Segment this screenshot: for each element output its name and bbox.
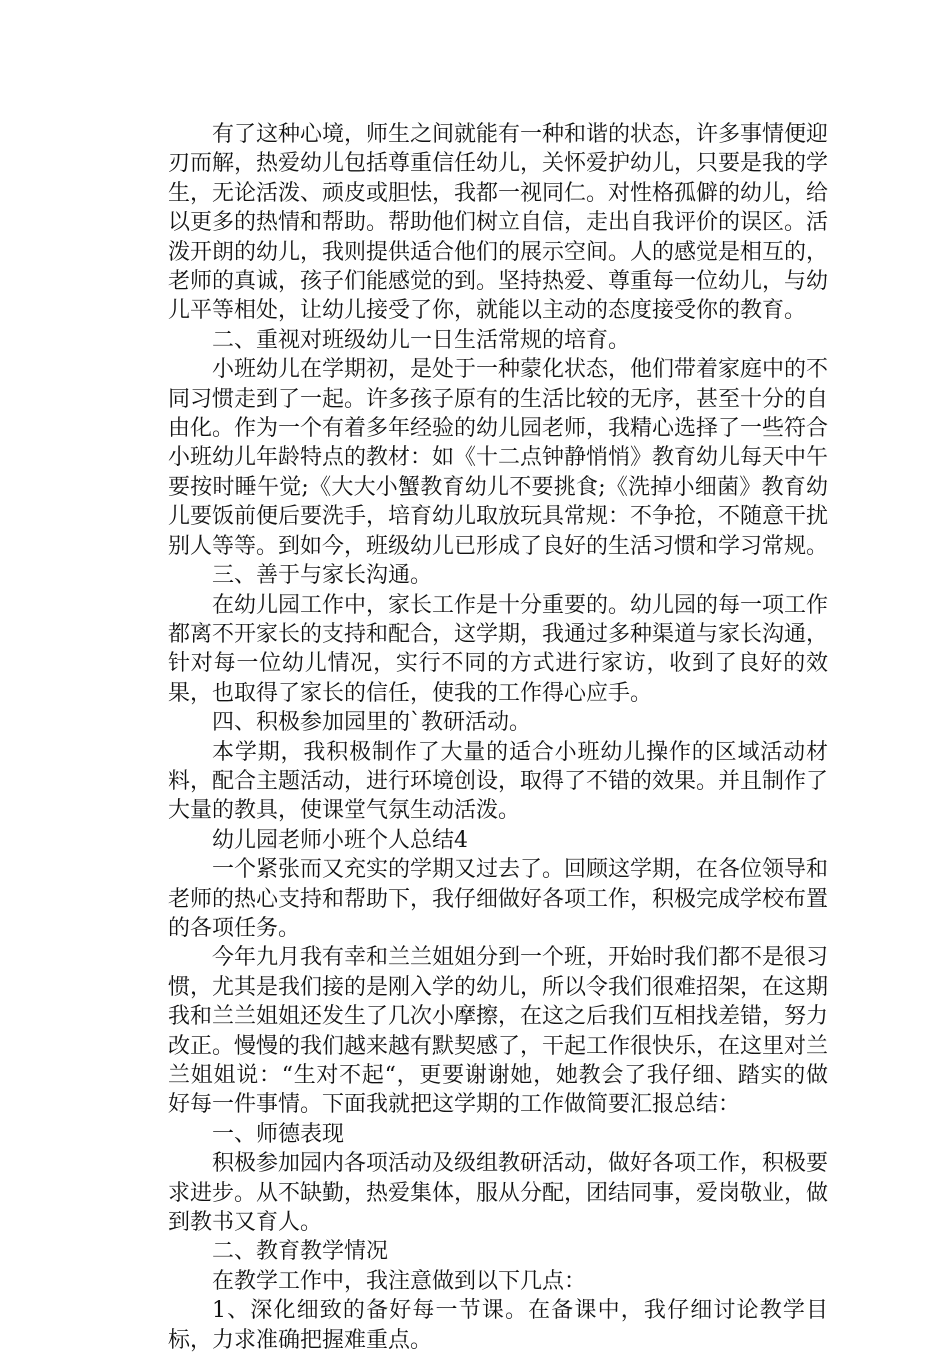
paragraph-intro-attitude: 有了这种心境，师生之间就能有一种和谐的状态，许多事情便迎刃而解，热爱幼儿包括尊重信任幼儿，关怀爱护幼儿，只要是我的学生，无论活泼、顽皮或胆怯，我都一视同仁。对性格孤僻的幼儿，给以更多的热情和帮助。帮助他们树立自信，走出自我评价的误区。活泼开朗的幼儿，我则提供适合他们的展示空间。人的感觉是相互的，老师的真诚，孩子们能感觉的到。坚持热爱、尊重每一位幼儿，与幼儿平等相处，让幼儿接受了你，就能以主动的态度接受你的教育。 [168,122,829,324]
heading-teaching: 二、教育教学情况 [212,1239,389,1265]
heading-teaching-research: 四、积极参加园里的`教研活动。 [212,710,532,736]
heading-parent-communication: 三、善于与家长沟通。 [212,563,433,589]
paragraph-semester-review: 一个紧张而又充实的学期又过去了。回顾这学期，在各位领导和老师的热心支持和帮助下，我仔细做好各项工作，积极完成学校布置的各项任务。 [168,857,829,941]
paragraph-colleague: 今年九月我有幸和兰兰姐姐分到一个班，开始时我们都不是很习惯，尤其是我们接的是刚入学的幼儿，所以令我们很难招架，在这期我和兰兰姐姐还发生了几次小摩擦，在这之后我们互相找差错，努力改正。慢慢的我们越来越有默契感了，干起工作很快乐，在这里对兰兰姐姐说：“生对不起“，更要谢谢她，她教会了我仔细、踏实的做好每一件事情。下面我就把这学期的工作做简要汇报总结： [168,945,829,1118]
document-body [168,120,828,1355]
heading-daily-routine: 二、重视对班级幼儿一日生活常规的培育。 [212,327,631,353]
heading-ethics: 一、师德表现 [212,1121,345,1147]
paragraph-daily-routine: 小班幼儿在学期初，是处于一种蒙化状态，他们带着家庭中的不同习惯走到了一起。许多孩子原有的生活比较的无序，甚至十分的自由化。作为一个有着多年经验的幼儿园老师，我精心选择了一些符合小班幼儿年龄特点的教材：如《十二点钟静悄悄》教育幼儿每天中午要按时睡午觉;《大大小蟹教育幼儿不要挑食;《洗掉小细菌》教育幼儿要饭前便后要洗手，培育幼儿取放玩具常规：不争抢，不随意干扰别人等等。到如今，班级幼儿已形成了良好的生活习惯和学习常规。 [168,357,829,559]
paragraph-ethics: 积极参加园内各项活动及级组教研活动，做好各项工作，积极要求进步。从不缺勤，热爱集体，服从分配，团结同事，爱岗敬业，做到教书又育人。 [168,1151,829,1236]
paragraph-teaching-intro: 在教学工作中，我注意做到以下几点： [212,1268,587,1294]
paragraph-parent-communication: 在幼儿园工作中，家长工作是十分重要的。幼儿园的每一项工作都离不开家长的支持和配合，这学期，我通过多种渠道与家长沟通，针对每一位幼儿情况，实行不同的方式进行家访，收到了良好的效果，也取得了家长的信任，使我的工作得心应手。 [168,592,829,706]
paragraph-lesson-prep: 1、深化细致的备好每一节课。在备课中，我仔细讨论教学目标，力求准确把握难重点。 [168,1298,828,1353]
section-title-summary-4: 幼儿园老师小班个人总结4 [212,827,468,853]
paragraph-teaching-research: 本学期，我积极制作了大量的适合小班幼儿操作的区域活动材料，配合主题活动，进行环境创设，取得了不错的效果。并且制作了大量的教具，使课堂气氛生动活泼。 [168,739,829,824]
